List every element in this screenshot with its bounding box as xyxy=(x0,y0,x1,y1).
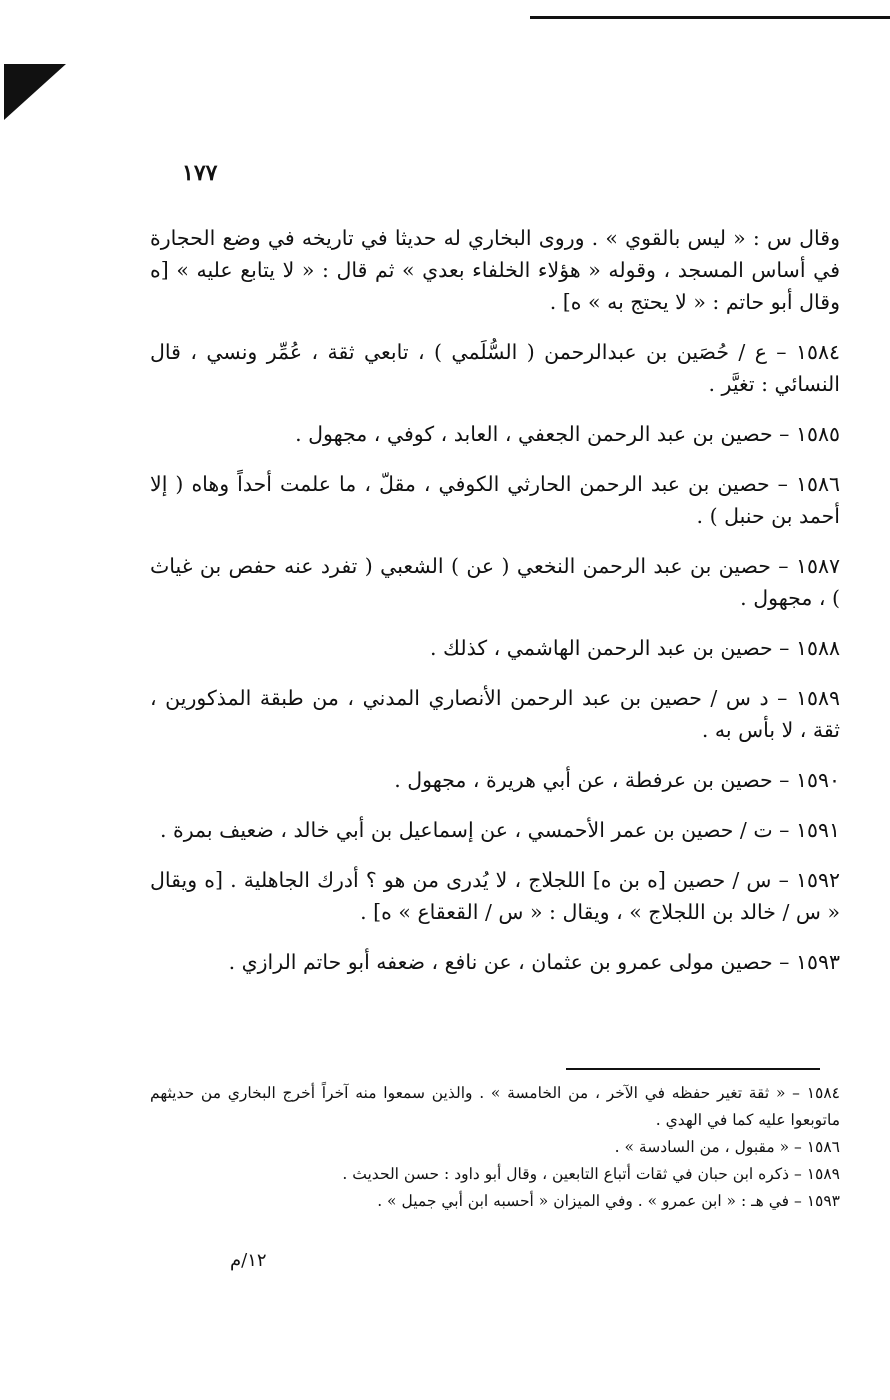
footnote: ١٥٨٩ – ذكره ابن حبان في ثقات أتباع التابعين ، وقال أبو داود : حسن الحديث . xyxy=(342,1165,840,1183)
footnote: ١٥٩٣ – في هـ : « ابن عمرو » . وفي الميزان « أحسبه ابن أبي جميل » . xyxy=(377,1192,840,1210)
page-number: ١٧٧ xyxy=(182,160,218,186)
entry-paragraph: ١٥٨٩ – د س / حصين بن عبد الرحمن الأنصاري المدني ، من طبقة المذكورين ، ثقة ، لا بأس به . xyxy=(150,686,840,742)
corner-triangle-mark xyxy=(4,64,66,120)
entry-paragraph: وقال س : « ليس بالقوي » . وروى البخاري له حديثا في تاريخه في وضع الحجارة في أساس المسجد ، وقوله « هؤلاء الخلفاء بعدي » ثم قال : « لا يتابع عليه » [ه وقال أبو حاتم : « لا يحتج به » ه] . xyxy=(150,226,840,314)
entry-paragraph: ١٥٨٧ – حصين بن عبد الرحمن النخعي ( عن ) الشعبي ( تفرد عنه حفص بن غياث ) ، مجهول . xyxy=(150,554,840,610)
printer-signature: ١٢/م xyxy=(230,1250,267,1271)
main-text xyxy=(150,222,840,996)
entry-paragraph: ١٥٩٠ – حصين بن عرفطة ، عن أبي هريرة ، مجهول . xyxy=(394,768,840,792)
entry-paragraph: ١٥٩١ – ت / حصين بن عمر الأحمسي ، عن إسماعيل بن أبي خالد ، ضعيف بمرة . xyxy=(159,818,840,842)
footnotes xyxy=(150,1080,840,1215)
footnote-divider xyxy=(566,1068,820,1070)
footnote: ١٥٨٤ – « ثقة تغير حفظه في الآخر ، من الخامسة » . والذين سمعوا منه آخراً أخرج البخاري من حديثهم ماتوبعوا عليه كما في الهدي . xyxy=(150,1084,840,1129)
top-rule xyxy=(530,16,890,19)
entry-paragraph: ١٥٨٨ – حصين بن عبد الرحمن الهاشمي ، كذلك . xyxy=(430,636,840,660)
entry-paragraph: ١٥٨٥ – حصين بن عبد الرحمن الجعفي ، العابد ، كوفي ، مجهول . xyxy=(295,422,840,446)
entry-paragraph: ١٥٨٦ – حصين بن عبد الرحمن الحارثي الكوفي ، مقلّ ، ما علمت أحداً وهاه ( إلا أحمد بن حنبل ) . xyxy=(150,472,840,528)
entry-paragraph: ١٥٩٣ – حصين مولى عمرو بن عثمان ، عن نافع ، ضعفه أبو حاتم الرازي . xyxy=(228,950,840,974)
entry-paragraph: ١٥٨٤ – ع / حُصَين بن عبدالرحمن ( السُّلَمي ) ، تابعي ثقة ، عُمِّر ونسي ، قال النسائي : تغيَّر . xyxy=(150,340,840,396)
entry-paragraph: ١٥٩٢ – س / حصين [ه بن ه] اللجلاج ، لا يُدرى من هو ؟ أدرك الجاهلية . [ه ويقال « س / خالد بن اللجلاج » ، ويقال : « س / القعقاع » ه] . xyxy=(150,868,840,924)
footnote: ١٥٨٦ – « مقبول ، من السادسة » . xyxy=(614,1138,840,1156)
